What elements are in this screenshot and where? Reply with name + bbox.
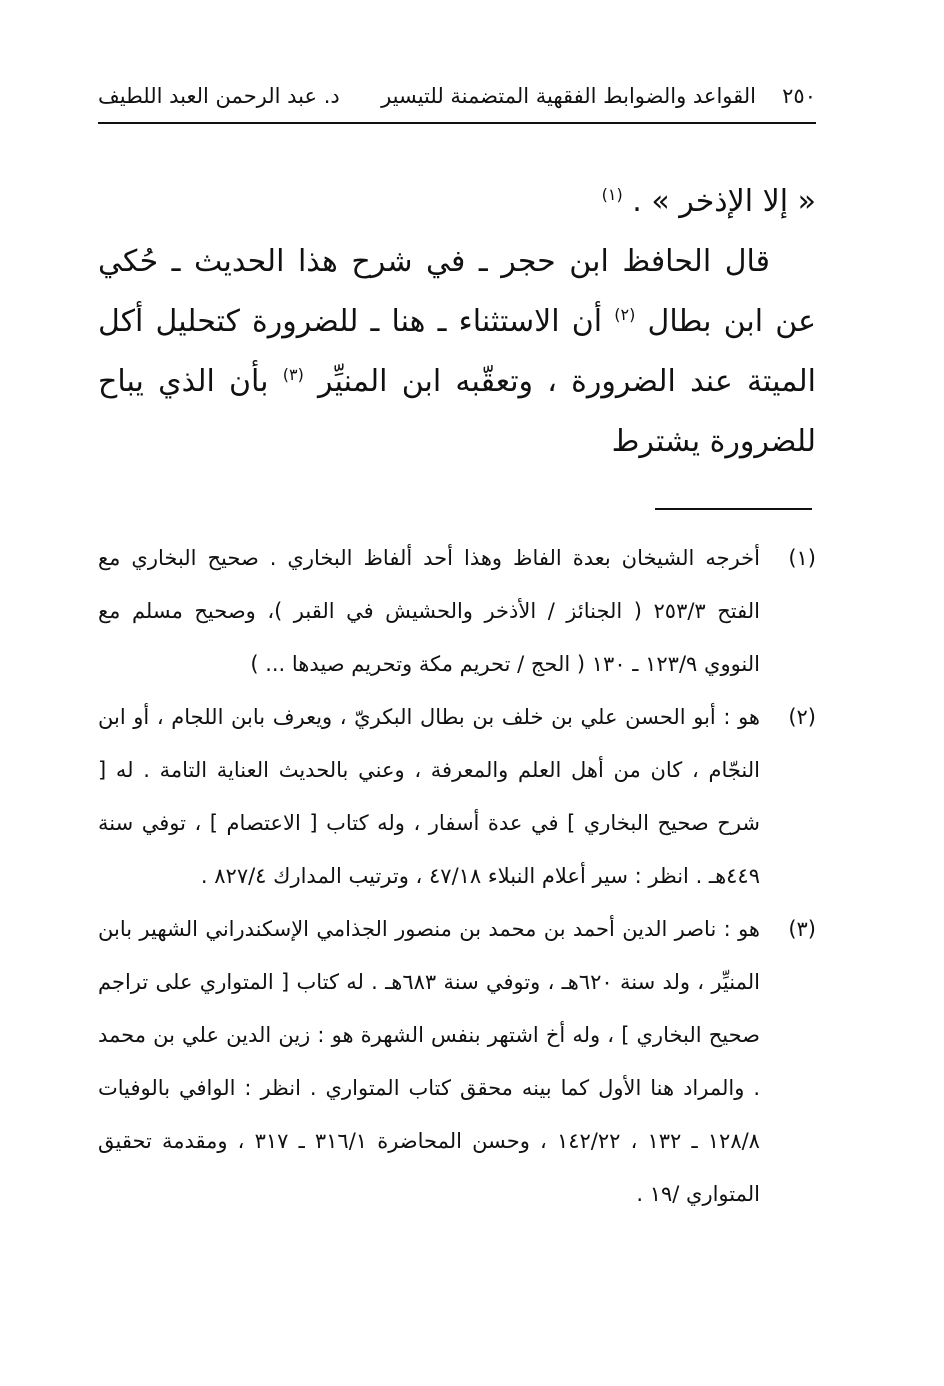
hadith-quote: « إلا الإذخر » . bbox=[632, 184, 816, 219]
footnote-ref-3: (٣) bbox=[282, 365, 304, 384]
footnote-item bbox=[98, 903, 816, 1221]
footnote-text: هو : ناصر الدين أحمد بن محمد بن منصور الجذامي الإسكندراني الشهير بابن المنيِّر ، ولد سنة ٦٢٠هـ ، وتوفي سنة ٦٨٣هـ . له كتاب [ المتواري على تراجم صحيح البخاري ] ، وله أخ اشتهر بنفس الشهرة هو : زين الدين علي بن محمد . والمراد هنا الأول كما بينه محقق كتاب المتواري . انظر : الوافي بالوفيات ١٢٨/٨ ـ ١٣٢ ، ١٤٢/٢٢ ، وحسن المحاضرة ٣١٦/١ ـ ٣١٧ ، ومقدمة تحقيق المتواري /١٩ . bbox=[98, 917, 760, 1206]
page-number: ٢٥٠ bbox=[782, 84, 816, 108]
footnote-number: (٣) bbox=[788, 917, 816, 941]
main-paragraph bbox=[98, 232, 816, 472]
paragraph-part-1: قال الحافظ ابن حجر ـ في شرح هذا الحديث ـ حُكي عن ابن بطال bbox=[98, 244, 816, 339]
main-text bbox=[98, 172, 816, 472]
footnotes bbox=[98, 532, 816, 1221]
header-divider bbox=[98, 122, 816, 124]
paragraph-part-2: أن الاستثناء ـ هنا ـ للضرورة كتحليل أكل الميتة عند الضرورة ، وتعقّبه ابن المنيِّر bbox=[98, 304, 816, 399]
footnote-ref-1: (١) bbox=[601, 185, 623, 204]
paragraph-part-3: بأن الذي يباح للضرورة يشترط bbox=[98, 364, 816, 459]
footnote-item bbox=[98, 532, 816, 691]
footnote-item bbox=[98, 691, 816, 903]
running-header bbox=[98, 84, 816, 118]
author-name: د. عبد الرحمن العبد اللطيف bbox=[98, 84, 340, 108]
footnote-separator bbox=[655, 508, 812, 510]
footnote-number: (١) bbox=[788, 546, 816, 570]
footnote-text: أخرجه الشيخان بعدة الفاظ وهذا أحد ألفاظ البخاري . صحيح البخاري مع الفتح ٢٥٣/٣ ( الجنائز / الأذخر والحشيش في القبر )، وصحيح مسلم مع النووي ١٢٣/٩ ـ ١٣٠ ( الحج / تحريم مكة وتحريم صيدها ... ) bbox=[98, 546, 760, 676]
footnote-ref-2: (٢) bbox=[614, 305, 636, 324]
book-title: القواعد والضوابط الفقهية المتضمنة للتيسير bbox=[381, 84, 756, 108]
footnote-number: (٢) bbox=[788, 705, 816, 729]
footnote-text: هو : أبو الحسن علي بن خلف بن بطال البكريّ ، ويعرف بابن اللجام ، أو ابن النجّام ، كان من أهل العلم والمعرفة ، وعني بالحديث العناية التامة . له [ شرح صحيح البخاري ] في عدة أسفار ، وله كتاب [ الاعتصام ] ، توفي سنة ٤٤٩هـ . انظر : سير أعلام النبلاء ٤٧/١٨ ، وترتيب المدارك ٨٢٧/٤ . bbox=[98, 705, 760, 888]
hadith-quote-line bbox=[98, 172, 816, 232]
